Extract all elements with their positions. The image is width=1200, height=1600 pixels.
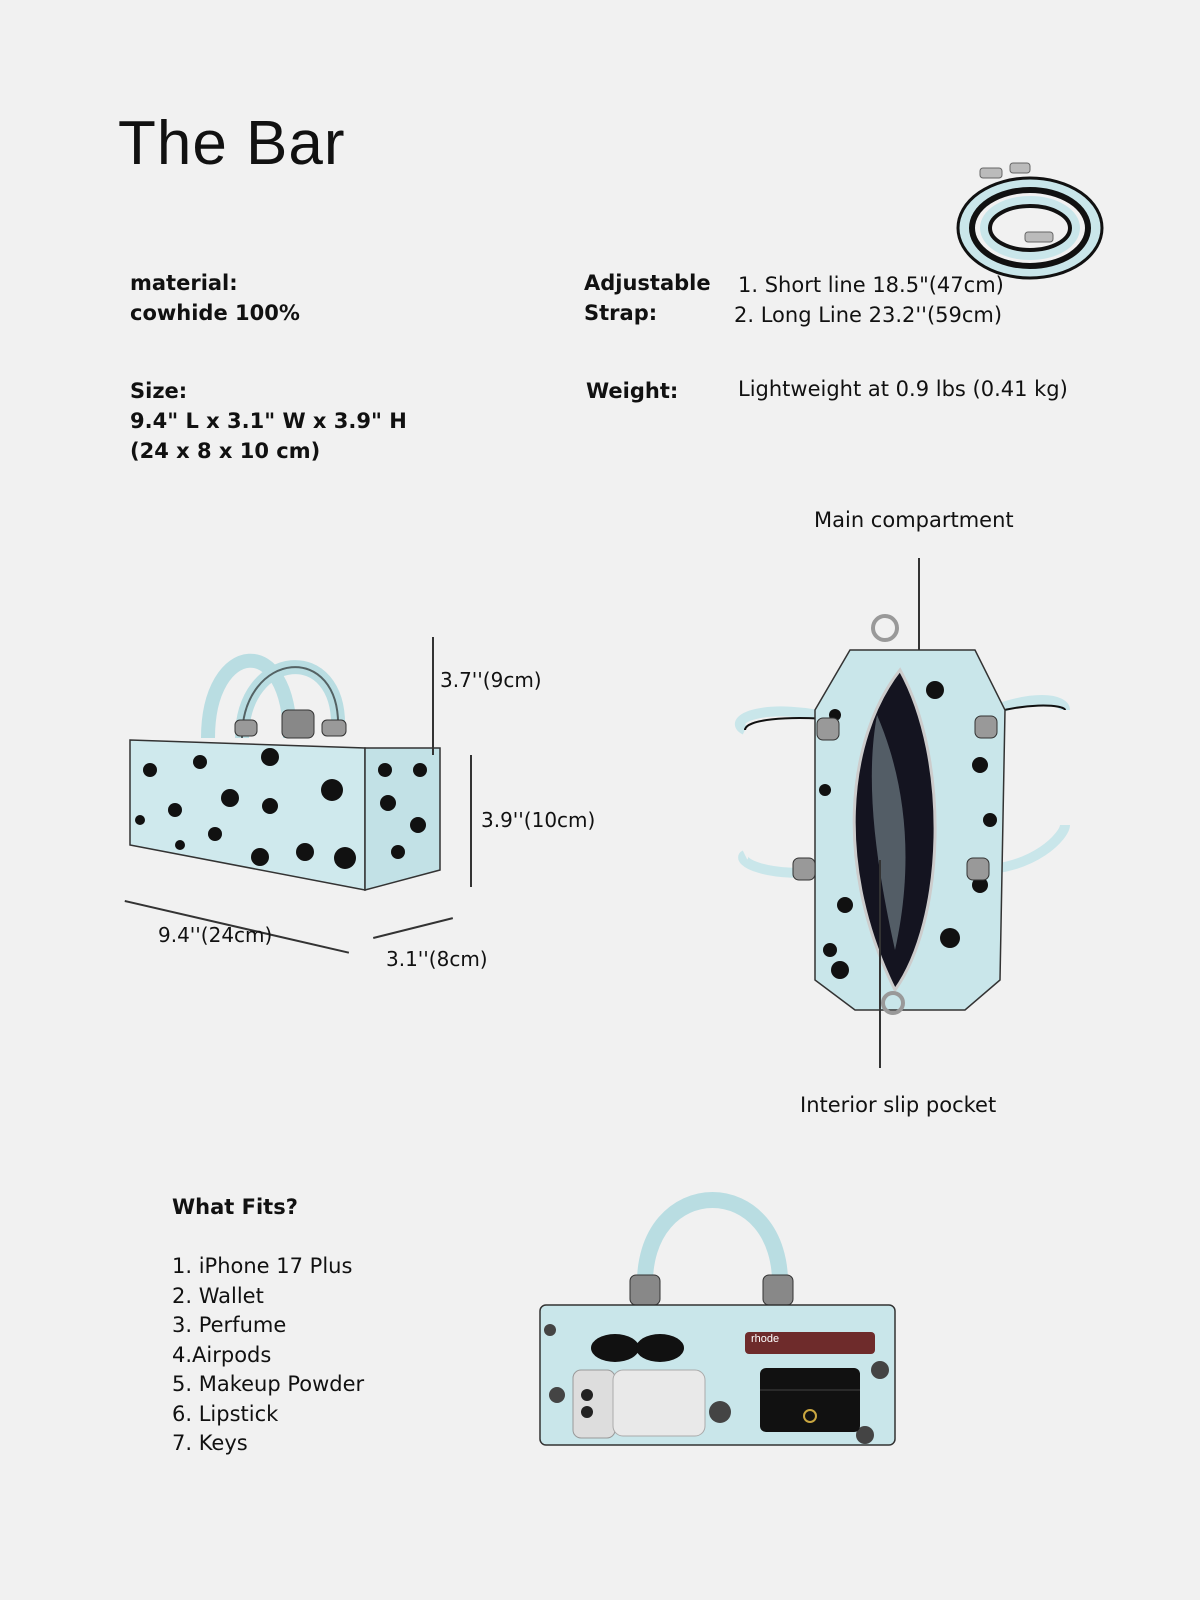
bag-contents-view bbox=[535, 1180, 905, 1450]
list-item: 1. iPhone 17 Plus bbox=[172, 1254, 353, 1278]
material-label: material: bbox=[130, 271, 238, 295]
what-fits-heading: What Fits? bbox=[172, 1195, 298, 1219]
page-title: The Bar bbox=[118, 109, 346, 178]
height-dimension: 3.9''(10cm) bbox=[481, 808, 596, 832]
interior-pocket-callout: Interior slip pocket bbox=[800, 1093, 997, 1117]
strap-label: Adjustable bbox=[584, 271, 711, 295]
interior-pocket-line bbox=[879, 860, 881, 1068]
bag-side-view bbox=[120, 620, 460, 910]
size-metric: (24 x 8 x 10 cm) bbox=[130, 439, 321, 463]
list-item: 3. Perfume bbox=[172, 1313, 287, 1337]
handle-dimension-line bbox=[432, 637, 434, 755]
list-item: 5. Makeup Powder bbox=[172, 1372, 365, 1396]
material-value: cowhide 100% bbox=[130, 301, 300, 325]
list-item: 4.Airpods bbox=[172, 1342, 272, 1367]
strap-option-short: 1. Short line 18.5"(47cm) bbox=[738, 273, 1004, 297]
size-label: Size: bbox=[130, 379, 188, 403]
lipstick-brand: rhode bbox=[751, 1333, 780, 1345]
width-dimension: 3.1''(8cm) bbox=[386, 947, 488, 971]
handle-dimension: 3.7''(9cm) bbox=[440, 668, 542, 692]
length-dimension: 9.4''(24cm) bbox=[158, 923, 273, 947]
what-fits-list bbox=[172, 1252, 364, 1459]
main-compartment-callout: Main compartment bbox=[814, 508, 1014, 532]
bag-top-view bbox=[745, 620, 1065, 1020]
width-dimension-line bbox=[373, 917, 453, 938]
strap-label-2: Strap: bbox=[584, 301, 658, 325]
weight-value: Lightweight at 0.9 lbs (0.41 kg) bbox=[738, 377, 1068, 401]
list-item: 6. Lipstick bbox=[172, 1401, 279, 1426]
height-dimension-line bbox=[470, 755, 472, 887]
list-item: 2. Wallet bbox=[172, 1283, 264, 1308]
strap-option-long: 2. Long Line 23.2''(59cm) bbox=[734, 303, 1003, 327]
size-imperial: 9.4" L x 3.1" W x 3.9" H bbox=[130, 409, 407, 433]
weight-label: Weight: bbox=[586, 379, 679, 403]
list-item: 7. Keys bbox=[172, 1431, 248, 1455]
